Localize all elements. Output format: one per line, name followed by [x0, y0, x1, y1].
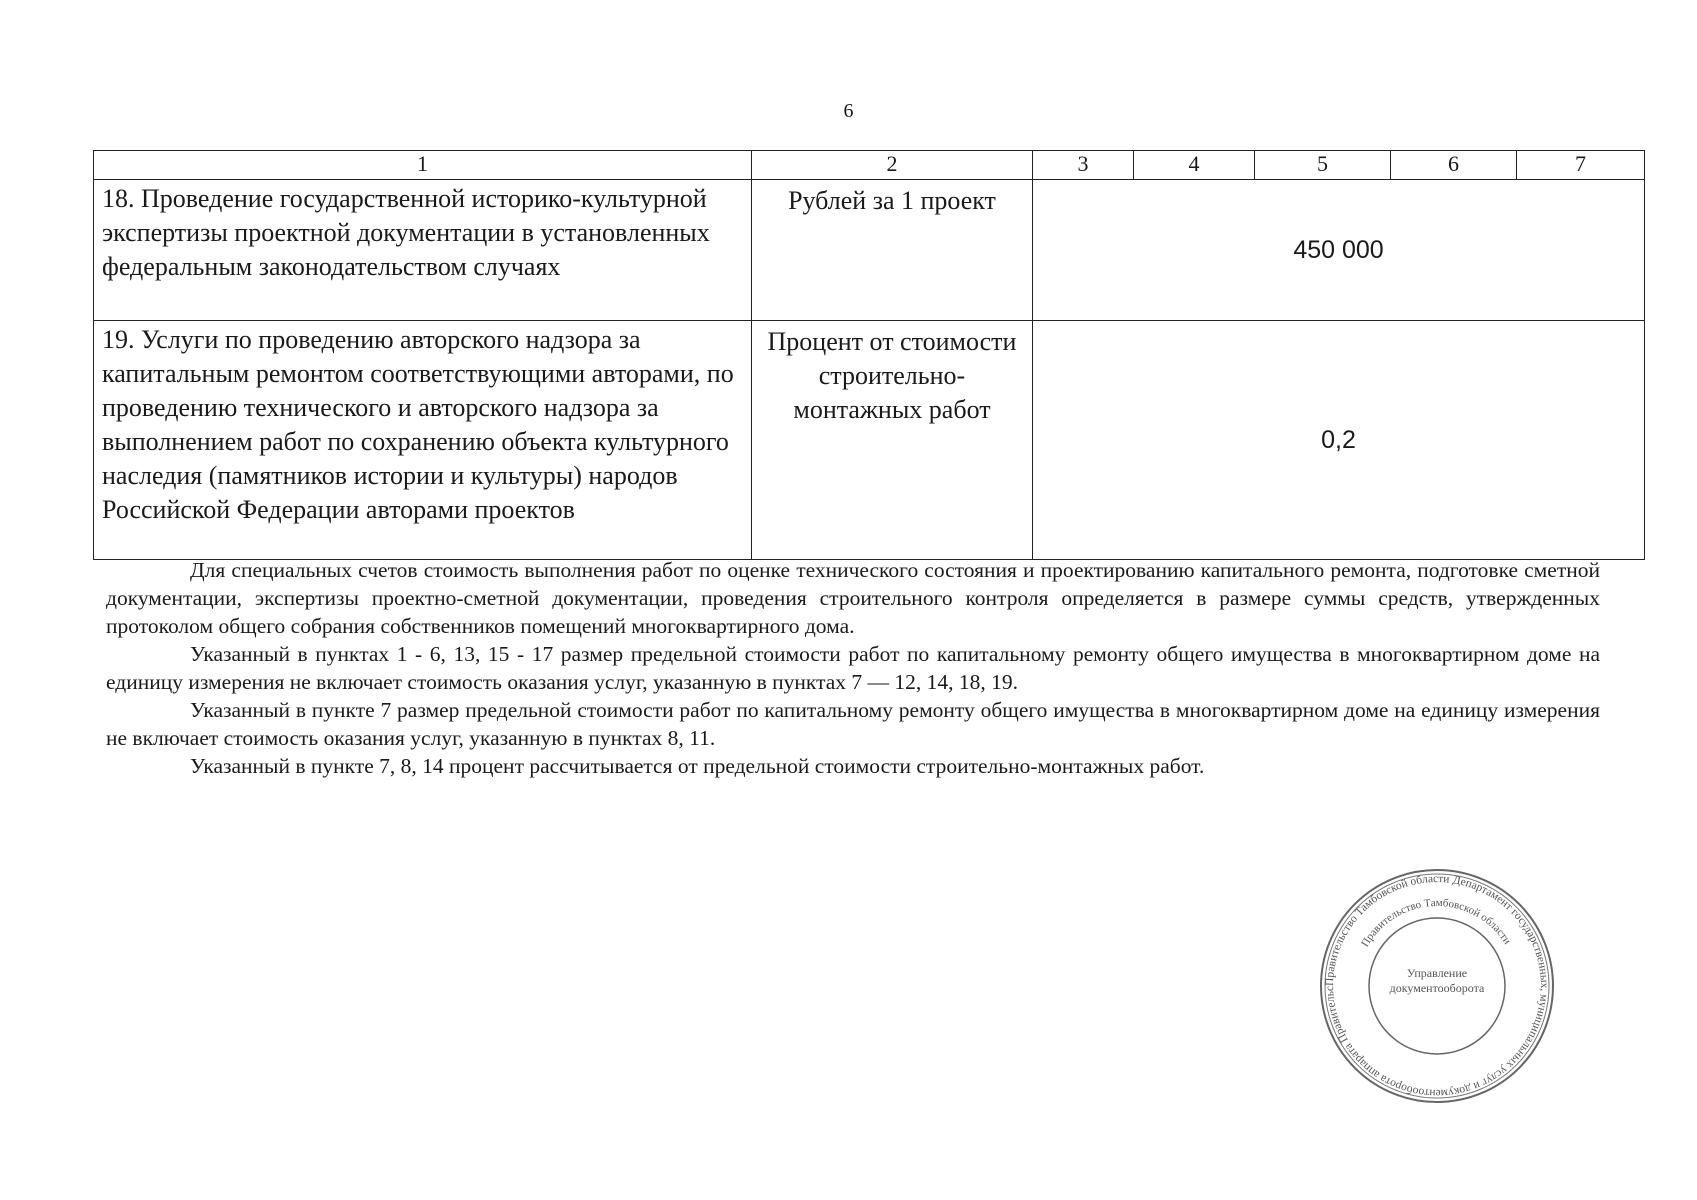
- stamp-inner-ring-text: Правительство Тамбовской области: [1359, 896, 1514, 950]
- table-row: [94, 180, 1645, 321]
- row-description: 18. Проведение государственной историко-культурной экспертизы проектной документации в установленных федеральным законодательством случаях: [94, 180, 752, 321]
- stamp-outer-ring-text: Правительство Тамбовской области Департамент государственных, муниципальных услуг и документооборота аппарата Правительс: [1323, 872, 1551, 1100]
- column-number: 1: [94, 151, 752, 180]
- column-number: 3: [1033, 151, 1134, 180]
- table-row: [94, 321, 1645, 560]
- stamp-center-text: Управление документооборота: [1389, 966, 1485, 995]
- row-value: 450 000: [1033, 180, 1645, 321]
- column-number: 6: [1391, 151, 1517, 180]
- column-number: 7: [1517, 151, 1645, 180]
- notes-section: [106, 556, 1600, 780]
- note-paragraph: Указанный в пункте 7 размер предельной стоимости работ по капитальному ремонту общего имущества в многоквартирном доме на единицу измерения не включает стоимость оказания услуг, указанную в пунктах 8, 11.: [106, 698, 1600, 750]
- page-number: 6: [843, 100, 854, 122]
- note-paragraph: Для специальных счетов стоимость выполнения работ по оценке технического состояния и проектированию капитального ремонта, подготовке сметной документации, экспертизы проектно-сметной документации, проведения строительного контроля определяется в размере суммы средств, утвержденных протоколом общего собрания собственников помещений многоквартирного дома.: [106, 558, 1600, 638]
- note-paragraph: Указанный в пунктах 1 - 6, 13, 15 - 17 размер предельной стоимости работ по капитальному ремонту общего имущества в многоквартирном доме на единицу измерения не включает стоимость оказания услуг, указанную в пунктах 7 — 12, 14, 18, 19.: [106, 642, 1600, 694]
- official-stamp: [1317, 866, 1557, 1106]
- note-paragraph: Указанный в пункте 7, 8, 14 процент рассчитывается от предельной стоимости строительно-монтажных работ.: [190, 754, 1205, 778]
- row-value: 0,2: [1033, 321, 1645, 560]
- svg-text:Правительство Тамбовской облас: [1359, 897, 1513, 949]
- row-unit: Рублей за 1 проект: [752, 180, 1033, 321]
- row-unit: Процент от стоимости строительно-монтажных работ: [752, 321, 1033, 560]
- stamp-seal-icon: [1317, 866, 1557, 1106]
- column-number: 2: [752, 151, 1033, 180]
- column-number: 4: [1134, 151, 1255, 180]
- cost-table: [93, 150, 1645, 560]
- column-number: 5: [1255, 151, 1391, 180]
- table-header-row: [94, 151, 1645, 180]
- row-description: 19. Услуги по проведению авторского надзора за капитальным ремонтом соответствующими авторами, по проведению технического и авторского надзора за выполнением работ по сохранению объекта культурного наследия (памятников истории и культуры) народов Российской Федерации авторами проектов: [94, 321, 752, 560]
